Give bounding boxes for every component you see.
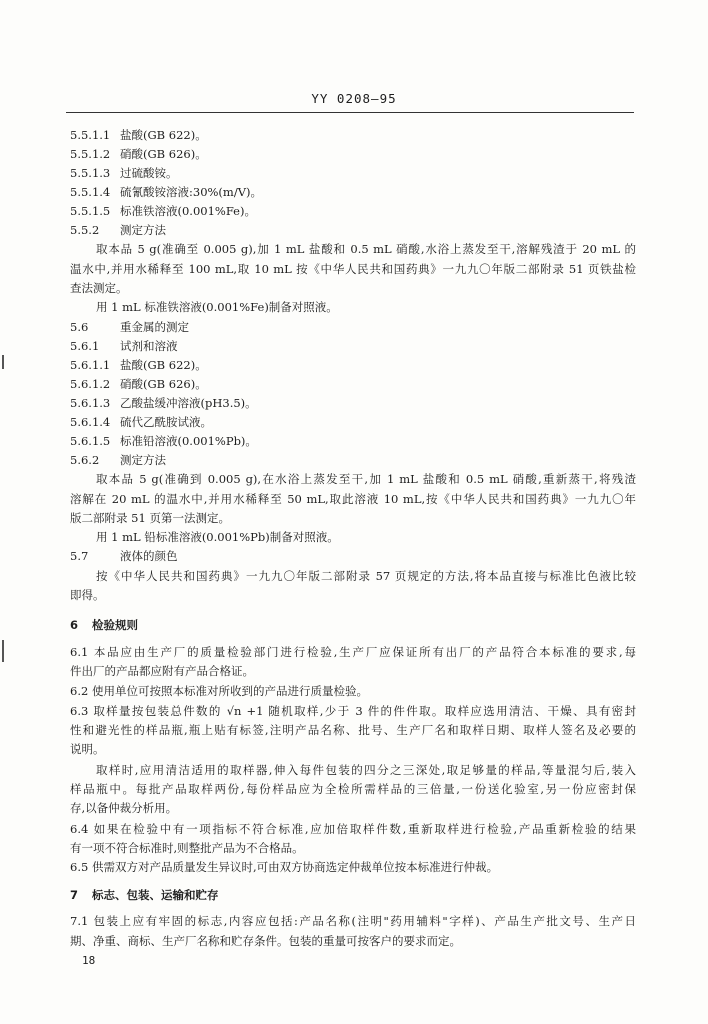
clause-5-7: 5.7 液体的颜色 (70, 549, 178, 563)
clause-5-5-1-1: 5.5.1.1 盐酸(GB 622)。 (70, 128, 207, 142)
paragraph-line: 版二部附录 51 页第一法测定。 (70, 511, 230, 525)
clause-6-1: 6.1 本品应由生产厂的质量检验部门进行检验,生产厂应保证所有出厂的产品符合本标准的要求,每 (70, 645, 636, 659)
standard-code-header: YY 0208—95 (311, 91, 397, 106)
clause-7-1: 7.1 包装上应有牢固的标志,内容应包括:产品名称(注明"药用辅料"字样)、产品生产批文号、生产日 (70, 914, 636, 928)
header-rule (66, 112, 634, 113)
paragraph-line: 温水中,并用水稀释至 100 mL,取 10 mL 按《中华人民共和国药典》一九九〇年版二部附录 51 页铁盐检 (70, 262, 636, 276)
paragraph-line: 样品瓶中。每批产品取样两份,每份样品应为全检所需样品的三倍量,一份送化验室,另一份应密封保 (70, 782, 636, 796)
margin-mark (2, 355, 4, 369)
margin-mark (2, 640, 4, 662)
paragraph-line: 说明。 (70, 742, 105, 756)
clause-5-6-1-2: 5.6.1.2 硝酸(GB 626)。 (70, 377, 207, 391)
clause-6-2: 6.2 使用单位可按照本标准对所收到的产品进行质量检验。 (70, 684, 368, 698)
clause-5-6-1-3: 5.6.1.3 乙酸盐缓冲溶液(pH3.5)。 (70, 396, 257, 410)
clause-5-6-1-1: 5.6.1.1 盐酸(GB 622)。 (70, 358, 207, 372)
paragraph-line: 用 1 mL 铅标准溶液(0.001%Pb)制备对照液。 (96, 530, 339, 544)
clause-5-5-1-5: 5.5.1.5 标准铁溶液(0.001%Fe)。 (70, 204, 256, 218)
clause-5-6-1: 5.6.1 试剂和溶液 (70, 339, 178, 353)
paragraph-line: 取本品 5 g(准确到 0.005 g),在水浴上蒸发至干,加 1 mL 盐酸和 0.5 mL 硝酸,重新蒸干,将残渣 (96, 472, 636, 486)
paragraph-line: 性和避光性的样品瓶,瓶上贴有标签,注明产品名称、批号、生产厂名和取样日期、取样人签名及必要的 (70, 723, 636, 737)
paragraph-line: 查法测定。 (70, 281, 128, 295)
paragraph-line: 按《中华人民共和国药典》一九九〇年版二部附录 57 页规定的方法,将本品直接与标准比色液比较 (96, 569, 636, 583)
clause-6-3: 6.3 取样量按包装总件数的 √n +1 随机取样,少于 3 件的件件取。取样应选用清洁、干燥、具有密封 (70, 704, 636, 718)
clause-5-5-2: 5.5.2 测定方法 (70, 223, 166, 237)
page-number: 18 (82, 954, 96, 967)
paragraph-line: 取样时,应用清洁适用的取样器,伸入每件包装的四分之三深处,取足够量的样品,等量混匀后,装入 (96, 763, 636, 777)
paragraph-line: 即得。 (70, 588, 105, 602)
clause-5-5-1-4: 5.5.1.4 硫氰酸铵溶液:30%(m/V)。 (70, 185, 262, 199)
clause-6-5: 6.5 供需双方对产品质量发生异议时,可由双方协商选定仲裁单位按本标准进行仲裁。 (70, 860, 499, 874)
paragraph-line: 溶解在 20 mL 的温水中,并用水稀释至 50 mL,取此溶液 10 mL,按《中华人民共和国药典》一九九〇年 (70, 492, 636, 506)
paragraph-line: 有一项不符合标准时,则整批产品为不合格品。 (70, 841, 304, 855)
paragraph-line: 取本品 5 g(准确至 0.005 g),加 1 mL 盐酸和 0.5 mL 硝酸,水浴上蒸发至干,溶解残渣于 20 mL 的 (96, 242, 636, 256)
paragraph-line: 存,以备仲裁分析用。 (70, 801, 178, 815)
clause-5-5-1-2: 5.5.1.2 硝酸(GB 626)。 (70, 147, 207, 161)
section-7-heading: 7 标志、包装、运输和贮存 (70, 888, 219, 902)
section-6-heading: 6 检验规则 (70, 618, 138, 632)
paragraph-line: 用 1 mL 标准铁溶液(0.001%Fe)制备对照液。 (96, 300, 338, 314)
clause-5-6: 5.6 重金属的测定 (70, 320, 189, 334)
clause-5-5-1-3: 5.5.1.3 过硫酸铵。 (70, 166, 178, 180)
clause-5-6-1-4: 5.6.1.4 硫代乙酰胺试液。 (70, 415, 212, 429)
paragraph-line: 件出厂的产品都应附有产品合格证。 (70, 664, 254, 678)
paragraph-line: 期、净重、商标、生产厂名称和贮存条件。包装的重量可按客户的要求而定。 (70, 934, 461, 948)
clause-5-6-1-5: 5.6.1.5 标准铅溶液(0.001%Pb)。 (70, 434, 257, 448)
clause-5-6-2: 5.6.2 测定方法 (70, 453, 166, 467)
clause-6-4: 6.4 如果在检验中有一项指标不符合标准,应加倍取样件数,重新取样进行检验,产品重新检验的结果 (70, 822, 636, 836)
